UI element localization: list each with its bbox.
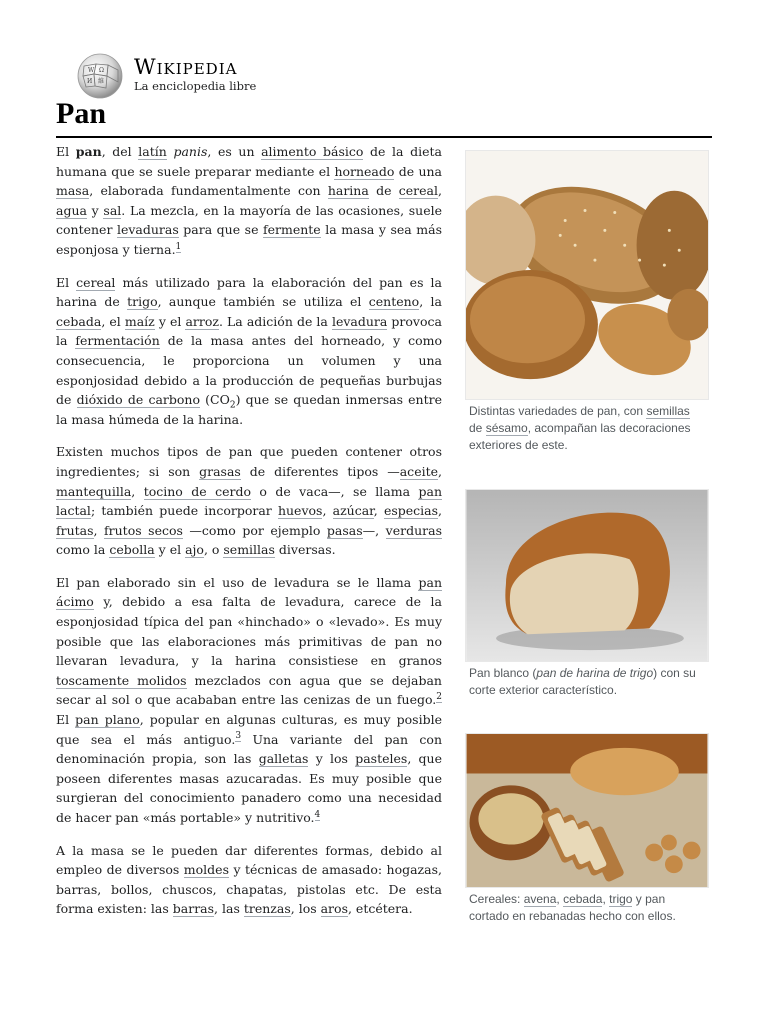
article-link[interactable]: trigo bbox=[127, 294, 158, 310]
bread-varieties-image[interactable] bbox=[465, 150, 709, 400]
site-tagline: La enciclopedia libre bbox=[134, 79, 257, 93]
article-link[interactable]: dióxido de carbono bbox=[76, 392, 200, 408]
svg-text:Ω: Ω bbox=[99, 67, 104, 74]
article-link[interactable]: agua bbox=[56, 202, 87, 218]
article-link[interactable]: cebolla bbox=[109, 542, 155, 558]
article-link[interactable]: especias bbox=[383, 503, 439, 519]
article-link[interactable]: verduras bbox=[385, 522, 442, 538]
figure-caption: Pan blanco (pan de harina de trigo) con su corte exterior característico. bbox=[469, 666, 696, 697]
article-link[interactable]: pasas bbox=[326, 522, 363, 538]
figure-caption: Distintas variedades de pan, con semillas de sésamo, acompañan las decoraciones exteriores de este. bbox=[469, 404, 691, 452]
article-link[interactable]: harina bbox=[327, 183, 369, 199]
article-link[interactable]: tocino de cerdo bbox=[143, 483, 251, 499]
article-link[interactable]: avena bbox=[523, 892, 557, 906]
article-link[interactable]: maíz bbox=[124, 313, 155, 329]
cereals-image[interactable] bbox=[465, 733, 709, 888]
article-link[interactable]: levadura bbox=[331, 313, 388, 329]
svg-text:W: W bbox=[88, 67, 95, 74]
article-link[interactable]: aceite bbox=[399, 463, 439, 479]
article-link[interactable]: frutas bbox=[56, 522, 94, 538]
reference-link[interactable]: 2 bbox=[436, 692, 442, 703]
article-link[interactable]: barras bbox=[172, 901, 215, 917]
article-link[interactable]: grasas bbox=[199, 463, 241, 479]
article-link[interactable]: toscamente molidos bbox=[56, 672, 187, 688]
article-link[interactable]: semillas bbox=[223, 542, 275, 558]
article-link[interactable]: masa bbox=[56, 183, 90, 199]
svg-text:維: 維 bbox=[98, 78, 105, 85]
article-link[interactable]: galletas bbox=[258, 751, 309, 767]
article-link[interactable]: aros bbox=[320, 901, 348, 917]
wikipedia-globe-icon bbox=[74, 52, 126, 100]
article-link[interactable]: cereal bbox=[76, 274, 116, 290]
italic-term: pan de harina de trigo bbox=[536, 666, 654, 680]
italic-term: panis bbox=[173, 144, 208, 159]
article-link[interactable]: fermente bbox=[262, 222, 321, 238]
article-link[interactable]: pasteles bbox=[355, 751, 408, 767]
article-link[interactable]: cebada bbox=[56, 313, 102, 329]
reference-link[interactable]: 1 bbox=[175, 241, 182, 252]
wikipedia-logo[interactable] bbox=[74, 52, 257, 100]
article-link[interactable]: pan plano bbox=[75, 712, 140, 728]
paragraph: El pan, del latín panis, es un alimento básico de la dieta humana que se suele preparar mediante el horneado de una masa, elaborada fundamentalmente con harina de cereal, agua y sal. La mezcla, en la mayoría de las ocasiones, suele contener levaduras para que se fermente la masa y sea más esponjosa y tierna.$^1$ bbox=[56, 144, 443, 257]
site-name: Wikipedia bbox=[134, 55, 238, 79]
figure-bread-varieties bbox=[465, 150, 710, 454]
white-bread-image[interactable] bbox=[465, 489, 709, 662]
article-link[interactable]: cereal bbox=[398, 183, 438, 199]
article-link[interactable]: moldes bbox=[183, 862, 229, 878]
article-link[interactable]: trigo bbox=[609, 892, 633, 906]
article-link[interactable]: pan lactal bbox=[56, 483, 442, 519]
article-link[interactable]: frutos secos bbox=[104, 522, 183, 538]
page-title: Pan bbox=[56, 97, 107, 130]
white-bread-illustration bbox=[466, 490, 708, 661]
paragraph: El pan elaborado sin el uso de levadura se le llama pan ácimo y, debido a esa falta de levadura, carece de la esponjosidad típica del pan «hinchado» o «levado». Es muy posible que las elaboraciones más primitivas de pan no llevaran levadura, y la harina consistiese en granos toscamente molidos mezclados con agua que se dejaban secar al sol o que acababan entre las cenizas de un fuego.$^2$ El pan plano, popular en algunas culturas, es muy posible que sea el más antiguo.$^3$ Una variante del pan con denominación propia, son las galletas y los pasteles, que poseen diferentes masas azucaradas. Es muy posible que surgieran del conocimiento panadero como una necesidad de hacer pan «más portable» y nutritivo.$^4$ bbox=[56, 574, 443, 825]
bold-term: pan bbox=[75, 144, 102, 159]
paragraph: A la masa se le pueden dar diferentes formas, debido al empleo de diversos moldes y técnicas de amasado: hogazas, barras, bollos, chuscos, chapatas, pistolas etc. De esta forma existen: las barras, las trenzas, los aros, etcétera. bbox=[56, 842, 442, 917]
article-link[interactable]: semillas bbox=[646, 404, 690, 418]
article-link[interactable]: cebada bbox=[563, 892, 603, 906]
article-link[interactable]: huevos bbox=[277, 503, 323, 519]
figure-cereals bbox=[465, 733, 710, 925]
paragraph: Existen muchos tipos de pan que pueden contener otros ingredientes; si son grasas de diferentes tipos —aceite, mantequilla, tocino de cerdo o de vaca—, se llama pan lactal; también puede incorporar huevos, azúcar, especias, frutas, frutos secos —como por ejemplo pasas—, verduras como la cebolla y el ajo, o semillas diversas. bbox=[56, 444, 442, 558]
article-link[interactable]: arroz bbox=[185, 313, 219, 329]
title-divider bbox=[56, 136, 712, 138]
paragraph: El cereal más utilizado para la elaboración del pan es la harina de trigo, aunque también se utiliza el centeno, la cebada, el maíz y el arroz. La adición de la levadura provoca la fermentación de la masa antes del horneado, y como consecuencia, le proporciona un volumen y una esponjosidad debido a la producción de pequeñas burbujas de dióxido de carbono $(CO_2)$ que se quedan inmersas entre la masa húmeda de la harina. bbox=[56, 274, 443, 427]
article-link[interactable]: sal bbox=[103, 202, 122, 218]
subscript: 2 bbox=[229, 400, 236, 411]
article-link[interactable]: alimento básico bbox=[261, 144, 364, 159]
article-link[interactable]: levaduras bbox=[116, 222, 179, 238]
article-link[interactable]: pan ácimo bbox=[56, 574, 442, 610]
article-body bbox=[56, 142, 442, 932]
cereals-illustration bbox=[466, 734, 708, 887]
article-link[interactable]: horneado bbox=[334, 163, 395, 179]
article-link[interactable]: sésamo bbox=[485, 421, 528, 435]
article-link[interactable]: ajo bbox=[185, 542, 204, 558]
article-link[interactable]: centeno bbox=[368, 294, 420, 310]
figure-caption: Cereales: avena, cebada, trigo y pan cortado en rebanadas hecho con ellos. bbox=[469, 892, 676, 923]
article-link[interactable]: mantequilla bbox=[56, 483, 132, 499]
figure-white-bread bbox=[465, 489, 710, 699]
svg-text:И: И bbox=[87, 78, 93, 85]
article-link[interactable]: azúcar bbox=[332, 503, 374, 519]
reference-link[interactable]: 3 bbox=[235, 731, 242, 742]
reference-link[interactable]: 4 bbox=[314, 809, 321, 820]
article-link[interactable]: latín bbox=[138, 144, 167, 159]
bread-varieties-illustration bbox=[466, 151, 708, 399]
article-link[interactable]: trenzas bbox=[243, 901, 291, 917]
article-link[interactable]: fermentación bbox=[75, 333, 160, 349]
